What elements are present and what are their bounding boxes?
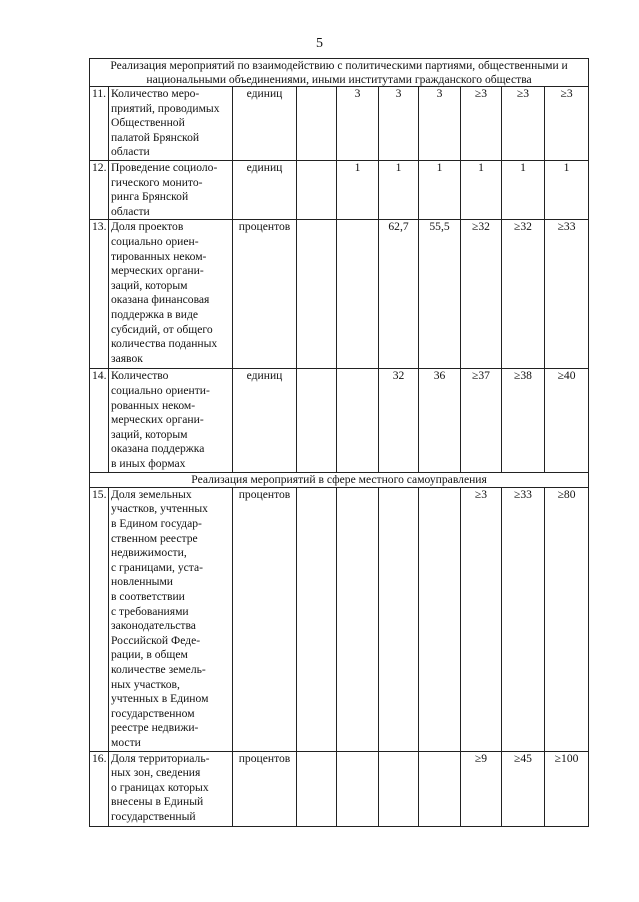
section-header-row [90,59,589,87]
value-cell: 1 [419,160,461,219]
value-cell: 55,5 [419,220,461,369]
description-line: оказана финансовая [111,293,210,307]
description-line: ственном реестре [111,531,198,545]
value-cell [297,751,337,826]
value-cell: ≥3 [545,87,589,161]
value-cell: ≥9 [461,751,502,826]
description-line: государственный [111,809,196,823]
description-line: поддержка в виде [111,307,199,321]
value-cell: ≥32 [461,220,502,369]
indicator-description [109,751,233,826]
value-cell: ≥80 [545,487,589,751]
value-cell [337,487,379,751]
description-line: заявок [111,351,143,365]
value-cell: 32 [379,369,419,473]
description-line: ринга Брянской [111,190,189,204]
indicator-description [109,487,233,751]
value-cell: ≥100 [545,751,589,826]
description-line: с требованиями [111,604,189,618]
description-line: приятий, проводимых [111,101,220,115]
description-line: учтенных в Едином [111,692,209,706]
value-cell: ≥45 [502,751,545,826]
value-cell: ≥3 [502,87,545,161]
description-line: государственном [111,706,195,720]
description-line: заций, которым [111,427,188,441]
description-line: мерческих органи- [111,264,204,278]
description-line: Доля проектов [111,220,184,234]
value-cell: 3 [379,87,419,161]
row-number: 11. [90,87,109,161]
indicator-description [109,87,233,161]
description-line: Количество меро- [111,87,200,100]
unit-cell: единиц [233,87,297,161]
value-cell [337,369,379,473]
value-cell: 1 [461,160,502,219]
description-line: внесены в Единый [111,795,204,809]
section-header-row [90,473,589,488]
value-cell: 3 [419,87,461,161]
indicators-table [89,58,589,827]
description-line: тированных неком- [111,249,207,263]
value-cell [297,487,337,751]
description-line: гического монито- [111,175,203,189]
indicator-description [109,369,233,473]
table-row [90,369,589,473]
section-title: Реализация мероприятий в сфере местного самоуправления [90,473,589,488]
description-line: оказана поддержка [111,442,205,456]
value-cell [297,220,337,369]
table-row [90,87,589,161]
table-body [90,59,589,827]
indicator-description [109,220,233,369]
value-cell: 1 [502,160,545,219]
unit-cell: процентов [233,487,297,751]
description-line: социально ориен- [111,234,199,248]
row-number: 16. [90,751,109,826]
description-line: рации, в общем [111,648,188,662]
description-line: в Едином государ- [111,517,202,531]
description-line: рованных неком- [111,398,196,412]
row-number: 15. [90,487,109,751]
row-number: 12. [90,160,109,219]
description-line: в соответствии [111,590,185,603]
value-cell: ≥33 [502,487,545,751]
value-cell [419,751,461,826]
row-number: 13. [90,220,109,369]
value-cell [379,487,419,751]
value-cell: ≥38 [502,369,545,473]
description-line: количестве земель- [111,662,206,676]
description-line: в иных формах [111,456,186,470]
value-cell: 1 [379,160,419,219]
description-line: Количество [111,369,169,383]
description-line: количества поданных [111,337,218,351]
page-number: 5 [316,36,323,51]
description-line: ных участков, [111,677,180,691]
value-cell: 62,7 [379,220,419,369]
value-cell [297,87,337,161]
description-line: реестре недвижи- [111,721,199,735]
value-cell: ≥33 [545,220,589,369]
value-cell [419,487,461,751]
table-row [90,220,589,369]
table-row [90,751,589,826]
description-line: мости [111,735,141,749]
description-line: Общественной [111,116,185,130]
description-line: Доля территориаль- [111,751,210,765]
section-title: Реализация мероприятий по взаимодействию с политическими партиями, общественными и национальными объединениями, иными институтами гражданского общества [90,59,589,87]
description-line: мерческих органи- [111,413,204,427]
value-cell: ≥32 [502,220,545,369]
value-cell [379,751,419,826]
description-line: о границах которых [111,780,209,794]
description-line: социально ориенти- [111,383,210,397]
description-line: области [111,145,150,159]
value-cell: 36 [419,369,461,473]
unit-cell: единиц [233,369,297,473]
description-line: Российской Феде- [111,633,201,647]
description-line: ных зон, сведения [111,766,201,780]
value-cell: ≥40 [545,369,589,473]
description-line: участков, учтенных [111,502,208,516]
description-line: Проведение социоло- [111,160,218,174]
value-cell [297,160,337,219]
value-cell [337,751,379,826]
description-line: Доля земельных [111,487,192,501]
value-cell: 3 [337,87,379,161]
value-cell [337,220,379,369]
value-cell: ≥3 [461,487,502,751]
unit-cell: единиц [233,160,297,219]
table-row [90,160,589,219]
unit-cell: процентов [233,220,297,369]
description-line: области [111,204,150,218]
table-row [90,487,589,751]
description-line: с границами, уста- [111,560,203,574]
row-number: 14. [90,369,109,473]
value-cell [297,369,337,473]
description-line: заций, которым [111,278,188,292]
description-line: субсидий, от общего [111,322,213,336]
description-line: палатой Брянской [111,130,200,144]
unit-cell: процентов [233,751,297,826]
description-line: законодательства [111,619,196,633]
description-line: новленными [111,575,173,589]
value-cell: 1 [545,160,589,219]
description-line: недвижимости, [111,546,187,560]
value-cell: 1 [337,160,379,219]
value-cell: ≥3 [461,87,502,161]
indicator-description [109,160,233,219]
value-cell: ≥37 [461,369,502,473]
